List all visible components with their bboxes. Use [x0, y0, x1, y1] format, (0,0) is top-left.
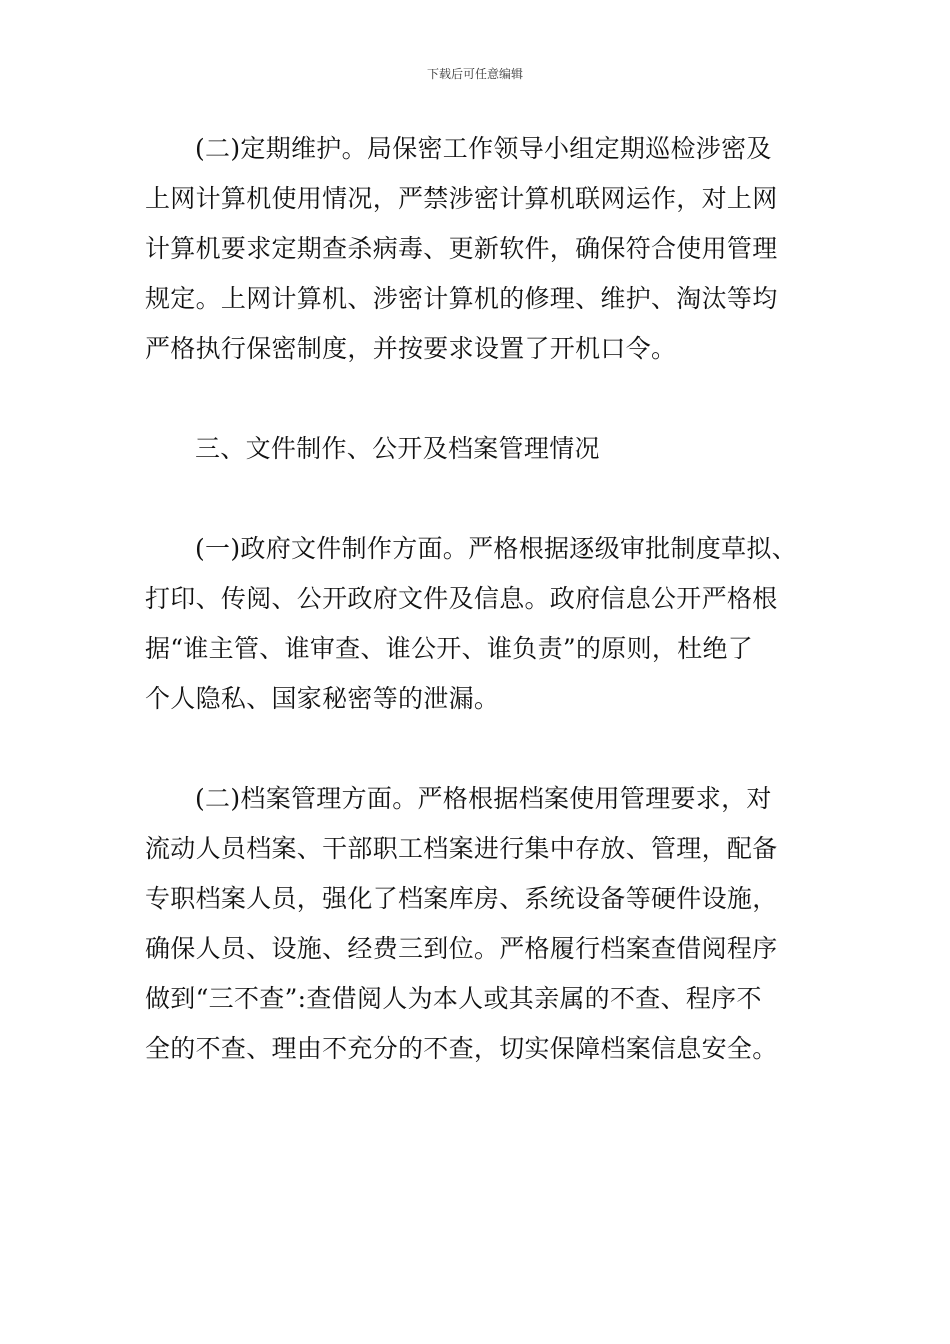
paragraph-line: 确保人员、设施、经费三到位。严格履行档案查借阅程序 — [145, 934, 778, 963]
paragraph-line: 打印、传阅、公开政府文件及信息。政府信息公开严格根 — [145, 584, 778, 613]
paragraph-line: 上网计算机使用情况，严禁涉密计算机联网运作，对上网 — [145, 184, 778, 213]
paragraph-line: 个人隐私、国家秘密等的泄漏。 — [145, 684, 500, 713]
paragraph-line: 计算机要求定期查杀病毒、更新软件，确保符合使用管理 — [145, 234, 778, 263]
section-heading — [145, 424, 815, 474]
paragraph-line: 专职档案人员，强化了档案库房、系统设备等硬件设施， — [145, 884, 778, 913]
page-header: 下载后可任意编辑 — [426, 67, 523, 81]
paragraph-document-production — [145, 524, 815, 724]
paragraph-line: 规定。上网计算机、涉密计算机的修理、维护、淘汰等均 — [145, 284, 778, 313]
paragraph-line: (一)政府文件制作方面。严格根据逐级审批制度草拟、 — [195, 534, 798, 563]
paragraph-line: (二)定期维护。局保密工作领导小组定期巡检涉密及 — [195, 134, 772, 163]
paragraph-regular-maintenance — [145, 124, 815, 374]
section-heading-text: 三、文件制作、公开及档案管理情况 — [195, 434, 600, 463]
paragraph-archive-management — [145, 774, 815, 1074]
paragraph-line: 据“谁主管、谁审查、谁公开、谁负责”的原则，杜绝了 — [145, 634, 754, 663]
paragraph-line: 流动人员档案、干部职工档案进行集中存放、管理，配备 — [145, 834, 778, 863]
paragraph-line: 做到“三不查”:查借阅人为本人或其亲属的不查、程序不 — [145, 984, 762, 1013]
paragraph-line: (二)档案管理方面。严格根据档案使用管理要求，对 — [195, 784, 772, 813]
paragraph-line: 全的不查、理由不充分的不查，切实保障档案信息安全。 — [145, 1034, 778, 1063]
paragraph-line: 严格执行保密制度，并按要求设置了开机口令。 — [145, 334, 677, 363]
